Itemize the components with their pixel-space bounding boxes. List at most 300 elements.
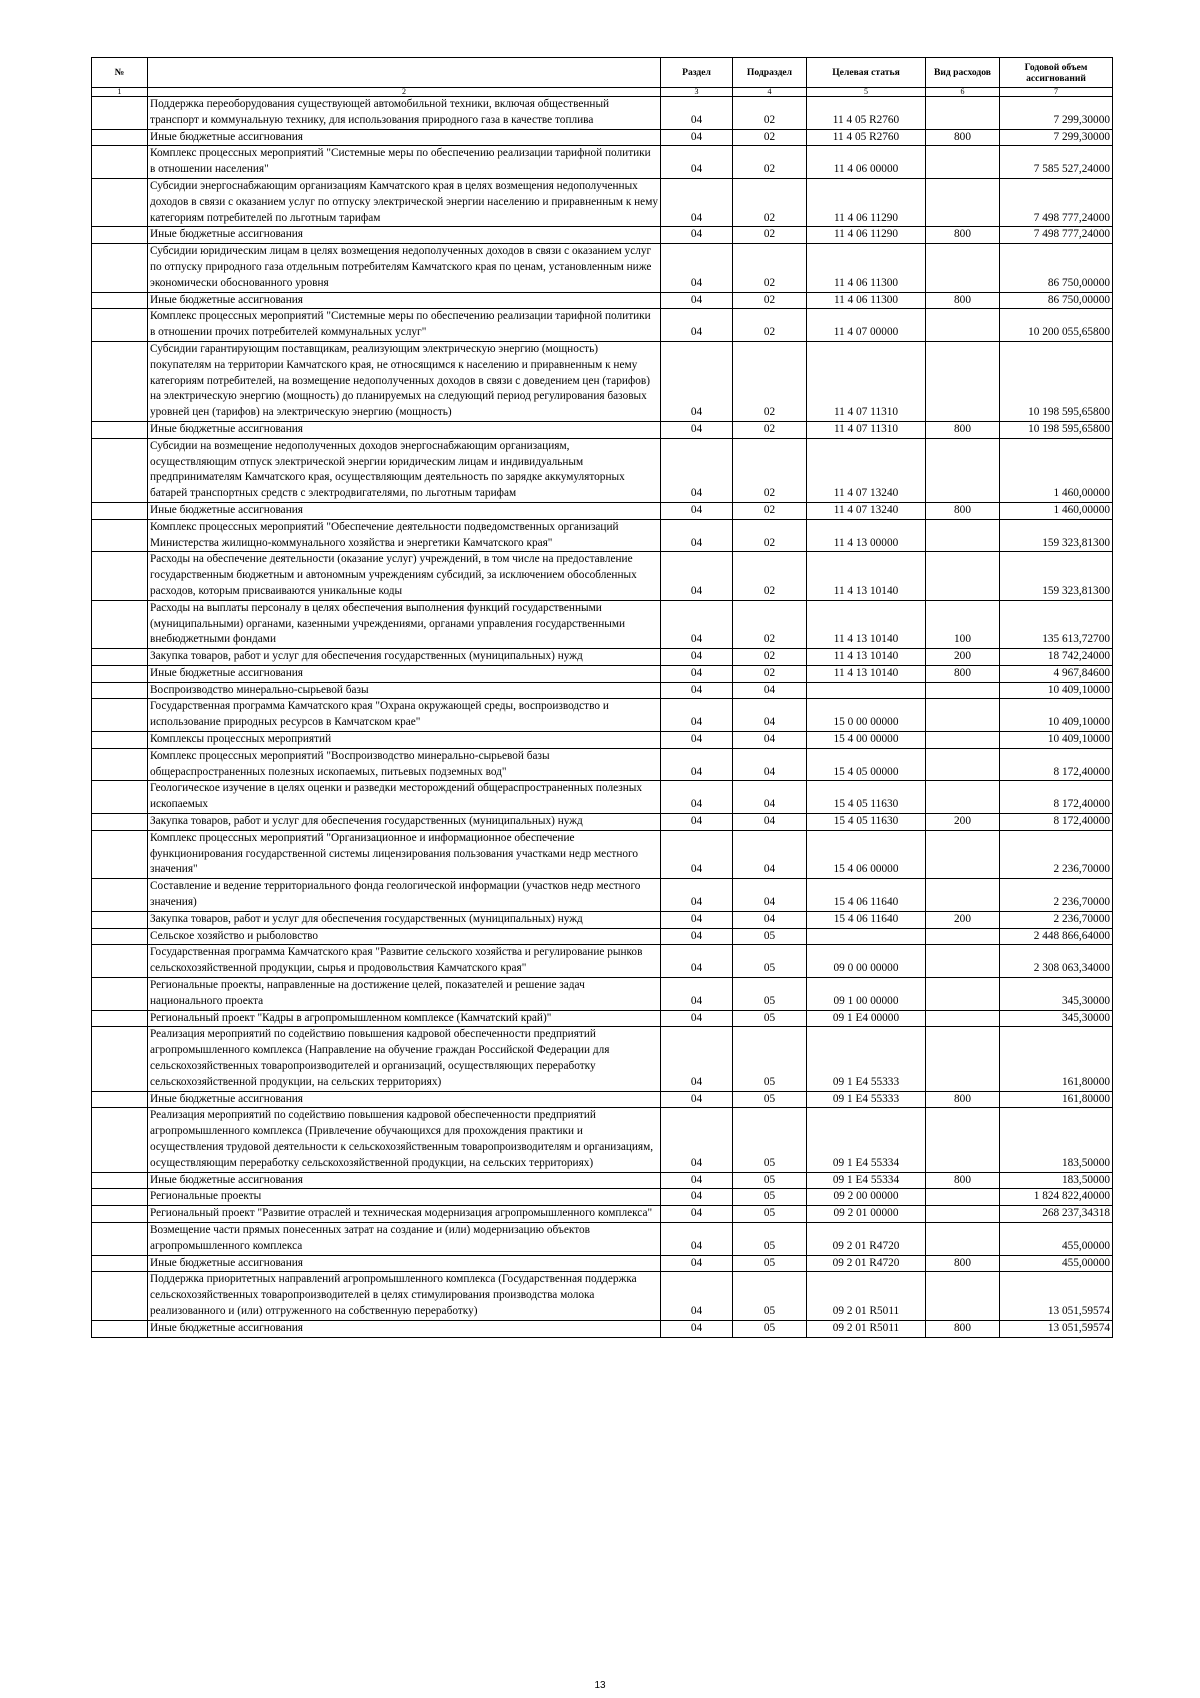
cell-vid (926, 748, 1000, 781)
table-row (92, 552, 1113, 600)
cell-celevaya: 11 4 05 R2760 (807, 97, 926, 130)
cell-celevaya: 11 4 06 11300 (807, 244, 926, 292)
cell-podrazdel: 04 (733, 814, 807, 831)
cell-podrazdel: 05 (733, 1255, 807, 1272)
cell-no (92, 911, 148, 928)
cell-razdel: 04 (661, 1206, 733, 1223)
cell-vid (926, 1108, 1000, 1172)
table-row (92, 244, 1113, 292)
cell-celevaya: 11 4 13 10140 (807, 600, 926, 648)
cell-podrazdel: 04 (733, 911, 807, 928)
cell-amount: 7 585 527,24000 (1000, 146, 1113, 179)
cell-amount: 455,00000 (1000, 1255, 1113, 1272)
cell-name: Закупка товаров, работ и услуг для обеспечения государственных (муниципальных) нужд (148, 649, 661, 666)
page-number: 13 (594, 1680, 606, 1691)
cell-no (92, 421, 148, 438)
cell-no (92, 1108, 148, 1172)
cell-no (92, 1091, 148, 1108)
cell-name: Реализация мероприятий по содействию повышения кадровой обеспеченности предприятий агропромышленного комплекса (Направление на обучение граждан Российской Федерации для сельскохозяйственных товаропроизводителей и организаций, осуществляющих переработку сельскохозяйственной продукции, на сельских территориях) (148, 1027, 661, 1091)
table-row (92, 1091, 1113, 1108)
cell-no (92, 814, 148, 831)
cell-amount: 1 824 822,40000 (1000, 1189, 1113, 1206)
cell-celevaya: 09 1 E4 55333 (807, 1091, 926, 1108)
cell-no (92, 830, 148, 878)
cell-celevaya: 09 1 E4 00000 (807, 1010, 926, 1027)
cell-podrazdel: 04 (733, 830, 807, 878)
cell-vid: 800 (926, 421, 1000, 438)
cell-razdel: 04 (661, 309, 733, 342)
cell-vid (926, 438, 1000, 502)
cell-amount: 10 198 595,65800 (1000, 341, 1113, 421)
cell-vid: 100 (926, 600, 1000, 648)
cell-amount: 86 750,00000 (1000, 292, 1113, 309)
cell-razdel: 04 (661, 928, 733, 945)
cell-podrazdel: 02 (733, 421, 807, 438)
cell-podrazdel: 02 (733, 552, 807, 600)
cell-celevaya: 09 2 01 R4720 (807, 1255, 926, 1272)
cell-razdel: 04 (661, 1272, 733, 1320)
cell-vid: 800 (926, 1091, 1000, 1108)
cell-amount: 7 498 777,24000 (1000, 178, 1113, 226)
cell-amount: 7 299,30000 (1000, 129, 1113, 146)
table-row (92, 781, 1113, 814)
cell-name: Региональный проект "Развитие отраслей и техническая модернизация агропромышленного комплекса" (148, 1206, 661, 1223)
cell-no (92, 552, 148, 600)
cell-vid: 800 (926, 1255, 1000, 1272)
cell-vid: 800 (926, 292, 1000, 309)
header-no: № (92, 58, 148, 88)
table-row (92, 830, 1113, 878)
table-row (92, 978, 1113, 1011)
cell-name: Поддержка приоритетных направлений агропромышленного комплекса (Государственная поддержка сельскохозяйственных товаропроизводителей в целях стимулирования производства молока реализованного и (или) отгруженного на собственную переработку) (148, 1272, 661, 1320)
cell-vid (926, 945, 1000, 978)
cell-no (92, 1172, 148, 1189)
cell-name: Возмещение части прямых понесенных затрат на создание и (или) модернизацию объектов агропромышленного комплекса (148, 1222, 661, 1255)
cell-vid (926, 244, 1000, 292)
cell-celevaya: 11 4 07 13240 (807, 438, 926, 502)
cell-name: Субсидии гарантирующим поставщикам, реализующим электрическую энергию (мощность) покупателям на территории Камчатского края, не относящимся к населению и приравненным к нему категориям потребителей, на возмещение недополученных доходов в связи с доведением цен (тарифов) на электрическую энергию (мощность) до планируемых на следующий период регулирования базовых уровней цен (тарифов) на электрическую энергию (мощность) (148, 341, 661, 421)
cell-razdel: 04 (661, 748, 733, 781)
cell-celevaya: 09 1 E4 55333 (807, 1027, 926, 1091)
cell-amount: 2 308 063,34000 (1000, 945, 1113, 978)
cell-amount: 10 200 055,65800 (1000, 309, 1113, 342)
cell-amount: 7 498 777,24000 (1000, 227, 1113, 244)
cell-podrazdel: 02 (733, 502, 807, 519)
cell-razdel: 04 (661, 97, 733, 130)
cell-no (92, 129, 148, 146)
cell-podrazdel: 04 (733, 732, 807, 749)
cell-podrazdel: 05 (733, 1272, 807, 1320)
column-number: 2 (148, 88, 661, 97)
table-row (92, 1108, 1113, 1172)
cell-razdel: 04 (661, 1091, 733, 1108)
cell-name: Поддержка переоборудования существующей автомобильной техники, включая общественный транспорт и коммунальную технику, для использования природного газа в качестве топлива (148, 97, 661, 130)
cell-razdel: 04 (661, 600, 733, 648)
cell-vid (926, 519, 1000, 552)
cell-amount: 1 460,00000 (1000, 502, 1113, 519)
cell-name: Комплекс процессных мероприятий "Воспроизводство минерально-сырьевой базы общераспространенных полезных ископаемых, питьевых подземных вод" (148, 748, 661, 781)
cell-razdel: 04 (661, 665, 733, 682)
cell-podrazdel: 02 (733, 438, 807, 502)
column-number: 7 (1000, 88, 1113, 97)
table-row (92, 438, 1113, 502)
cell-no (92, 699, 148, 732)
table-row (92, 292, 1113, 309)
cell-name: Расходы на выплаты персоналу в целях обеспечения выполнения функций государственными (муниципальными) органами, казенными учреждениями, органами управления государственными внебюджетными фондами (148, 600, 661, 648)
cell-amount: 4 967,84600 (1000, 665, 1113, 682)
budget-table (91, 57, 1113, 1338)
cell-podrazdel: 02 (733, 309, 807, 342)
cell-celevaya: 15 4 05 11630 (807, 781, 926, 814)
header-name (148, 58, 661, 88)
cell-celevaya: 09 2 01 00000 (807, 1206, 926, 1223)
cell-name: Иные бюджетные ассигнования (148, 421, 661, 438)
cell-name: Расходы на обеспечение деятельности (оказание услуг) учреждений, в том числе на предоставление государственным бюджетным и автономным учреждениям субсидий, за исключением обособленных расходов, которым присваиваются уникальные коды (148, 552, 661, 600)
cell-no (92, 244, 148, 292)
cell-name: Комплекс процессных мероприятий "Организационное и информационное обеспечение функционирования государственной системы лицензирования пользования участками недр местного значения" (148, 830, 661, 878)
cell-podrazdel: 04 (733, 748, 807, 781)
cell-razdel: 04 (661, 421, 733, 438)
table-row (92, 421, 1113, 438)
cell-podrazdel: 02 (733, 519, 807, 552)
cell-vid (926, 928, 1000, 945)
cell-celevaya: 11 4 07 13240 (807, 502, 926, 519)
cell-razdel: 04 (661, 781, 733, 814)
cell-celevaya: 09 0 00 00000 (807, 945, 926, 978)
cell-no (92, 1222, 148, 1255)
cell-podrazdel: 02 (733, 600, 807, 648)
cell-amount: 8 172,40000 (1000, 781, 1113, 814)
cell-razdel: 04 (661, 178, 733, 226)
table-row (92, 682, 1113, 699)
cell-amount: 345,30000 (1000, 978, 1113, 1011)
cell-no (92, 341, 148, 421)
cell-amount: 159 323,81300 (1000, 552, 1113, 600)
cell-podrazdel: 05 (733, 1320, 807, 1337)
cell-vid (926, 341, 1000, 421)
cell-amount: 8 172,40000 (1000, 748, 1113, 781)
cell-amount: 161,80000 (1000, 1027, 1113, 1091)
cell-no (92, 732, 148, 749)
table-row (92, 928, 1113, 945)
cell-razdel: 04 (661, 502, 733, 519)
cell-razdel: 04 (661, 699, 733, 732)
cell-vid: 800 (926, 502, 1000, 519)
cell-amount: 10 198 595,65800 (1000, 421, 1113, 438)
cell-razdel: 04 (661, 1189, 733, 1206)
cell-name: Иные бюджетные ассигнования (148, 1320, 661, 1337)
cell-podrazdel: 02 (733, 97, 807, 130)
cell-vid: 800 (926, 665, 1000, 682)
cell-celevaya: 09 2 01 R4720 (807, 1222, 926, 1255)
cell-amount: 2 236,70000 (1000, 879, 1113, 912)
cell-name: Иные бюджетные ассигнования (148, 1091, 661, 1108)
cell-razdel: 04 (661, 438, 733, 502)
table-row (92, 1255, 1113, 1272)
cell-vid (926, 97, 1000, 130)
cell-name: Иные бюджетные ассигнования (148, 292, 661, 309)
cell-name: Субсидии на возмещение недополученных доходов энергоснабжающим организациям, осуществляющим отпуск электрической энергии юридическим лицам и индивидуальным предпринимателям Камчатского края, осуществляющим деятельность по зарядке аккумуляторных батарей транспортных средств с электродвигателями, по льготным тарифам (148, 438, 661, 502)
cell-podrazdel: 04 (733, 682, 807, 699)
header-godovoy: Годовой объем ассигнований (1000, 58, 1113, 88)
cell-celevaya: 11 4 05 R2760 (807, 129, 926, 146)
cell-celevaya: 11 4 13 10140 (807, 665, 926, 682)
cell-celevaya: 09 2 01 R5011 (807, 1320, 926, 1337)
cell-no (92, 879, 148, 912)
cell-celevaya: 11 4 07 11310 (807, 421, 926, 438)
cell-vid (926, 146, 1000, 179)
cell-no (92, 1206, 148, 1223)
table-row (92, 341, 1113, 421)
cell-vid: 800 (926, 1320, 1000, 1337)
cell-vid (926, 1027, 1000, 1091)
cell-podrazdel: 02 (733, 227, 807, 244)
cell-celevaya: 11 4 06 00000 (807, 146, 926, 179)
cell-vid (926, 552, 1000, 600)
cell-name: Комплекс процессных мероприятий "Системные меры по обеспечению реализации тарифной политики в отношении прочих потребителей коммунальных услуг" (148, 309, 661, 342)
cell-name: Субсидии энергоснабжающим организациям Камчатского края в целях возмещения недополученных доходов в связи с оказанием услуг по отпуску электрической энергии населению и приравненным к нему категориям потребителей по льготным тарифам (148, 178, 661, 226)
cell-name: Сельское хозяйство и рыболовство (148, 928, 661, 945)
cell-amount: 345,30000 (1000, 1010, 1113, 1027)
header-vid: Вид расходов (926, 58, 1000, 88)
column-number: 1 (92, 88, 148, 97)
cell-celevaya: 11 4 07 11310 (807, 341, 926, 421)
cell-podrazdel: 02 (733, 649, 807, 666)
cell-celevaya: 15 4 05 11630 (807, 814, 926, 831)
cell-podrazdel: 05 (733, 1091, 807, 1108)
cell-amount: 268 237,34318 (1000, 1206, 1113, 1223)
cell-name: Воспроизводство минерально-сырьевой базы (148, 682, 661, 699)
cell-vid (926, 1206, 1000, 1223)
cell-celevaya: 15 4 06 11640 (807, 911, 926, 928)
cell-amount: 161,80000 (1000, 1091, 1113, 1108)
cell-vid (926, 1272, 1000, 1320)
cell-vid (926, 1222, 1000, 1255)
budget-table-page (91, 57, 1112, 1338)
cell-no (92, 781, 148, 814)
cell-no (92, 1320, 148, 1337)
cell-celevaya: 15 4 00 00000 (807, 732, 926, 749)
cell-no (92, 928, 148, 945)
cell-celevaya (807, 682, 926, 699)
cell-razdel: 04 (661, 1320, 733, 1337)
cell-no (92, 945, 148, 978)
cell-name: Региональные проекты (148, 1189, 661, 1206)
cell-no (92, 665, 148, 682)
table-row (92, 146, 1113, 179)
cell-razdel: 04 (661, 519, 733, 552)
cell-no (92, 502, 148, 519)
table-row (92, 1272, 1113, 1320)
cell-celevaya: 09 1 E4 55334 (807, 1172, 926, 1189)
column-number: 5 (807, 88, 926, 97)
cell-amount: 2 236,70000 (1000, 911, 1113, 928)
cell-no (92, 309, 148, 342)
table-row (92, 814, 1113, 831)
table-row (92, 1172, 1113, 1189)
cell-name: Иные бюджетные ассигнования (148, 1172, 661, 1189)
cell-razdel: 04 (661, 341, 733, 421)
cell-razdel: 04 (661, 292, 733, 309)
cell-razdel: 04 (661, 682, 733, 699)
cell-vid: 800 (926, 1172, 1000, 1189)
cell-vid: 200 (926, 911, 1000, 928)
cell-no (92, 649, 148, 666)
cell-no (92, 682, 148, 699)
cell-no (92, 1027, 148, 1091)
cell-podrazdel: 05 (733, 1206, 807, 1223)
cell-name: Комплекс процессных мероприятий "Обеспечение деятельности подведомственных организаций Министерства жилищно-коммунального хозяйства и энергетики Камчатского края" (148, 519, 661, 552)
cell-razdel: 04 (661, 1108, 733, 1172)
cell-name: Комплекс процессных мероприятий "Системные меры по обеспечению реализации тарифной политики в отношении населения" (148, 146, 661, 179)
cell-amount: 183,50000 (1000, 1108, 1113, 1172)
cell-amount: 7 299,30000 (1000, 97, 1113, 130)
cell-vid (926, 732, 1000, 749)
table-row (92, 879, 1113, 912)
cell-vid: 200 (926, 814, 1000, 831)
cell-name: Иные бюджетные ассигнования (148, 665, 661, 682)
cell-celevaya: 11 4 13 00000 (807, 519, 926, 552)
cell-celevaya: 15 4 06 11640 (807, 879, 926, 912)
cell-amount: 183,50000 (1000, 1172, 1113, 1189)
cell-vid (926, 978, 1000, 1011)
table-row (92, 911, 1113, 928)
cell-name: Иные бюджетные ассигнования (148, 1255, 661, 1272)
cell-celevaya: 11 4 06 11290 (807, 227, 926, 244)
cell-razdel: 04 (661, 227, 733, 244)
cell-name: Региональный проект "Кадры в агропромышленном комплексе (Камчатский край)" (148, 1010, 661, 1027)
cell-celevaya: 09 2 00 00000 (807, 1189, 926, 1206)
cell-razdel: 04 (661, 978, 733, 1011)
cell-amount: 2 236,70000 (1000, 830, 1113, 878)
cell-celevaya: 09 2 01 R5011 (807, 1272, 926, 1320)
table-row (92, 748, 1113, 781)
cell-name: Иные бюджетные ассигнования (148, 502, 661, 519)
cell-razdel: 04 (661, 732, 733, 749)
table-row (92, 1320, 1113, 1337)
cell-podrazdel: 04 (733, 699, 807, 732)
cell-name: Закупка товаров, работ и услуг для обеспечения государственных (муниципальных) нужд (148, 911, 661, 928)
cell-celevaya: 11 4 13 10140 (807, 649, 926, 666)
cell-podrazdel: 02 (733, 146, 807, 179)
cell-celevaya: 15 0 00 00000 (807, 699, 926, 732)
cell-no (92, 978, 148, 1011)
cell-amount: 2 448 866,64000 (1000, 928, 1113, 945)
cell-name: Государственная программа Камчатского края "Развитие сельского хозяйства и регулирование рынков сельскохозяйственной продукции, сырья и продовольствия Камчатского края" (148, 945, 661, 978)
cell-podrazdel: 04 (733, 781, 807, 814)
table-row (92, 97, 1113, 130)
cell-celevaya (807, 928, 926, 945)
table-row (92, 945, 1113, 978)
table-row (92, 227, 1113, 244)
cell-amount: 159 323,81300 (1000, 519, 1113, 552)
cell-vid (926, 781, 1000, 814)
table-row (92, 732, 1113, 749)
cell-no (92, 748, 148, 781)
cell-podrazdel: 02 (733, 129, 807, 146)
cell-no (92, 1189, 148, 1206)
cell-celevaya: 11 4 06 11290 (807, 178, 926, 226)
table-row (92, 1206, 1113, 1223)
cell-amount: 8 172,40000 (1000, 814, 1113, 831)
cell-no (92, 178, 148, 226)
cell-celevaya: 11 4 07 00000 (807, 309, 926, 342)
cell-name: Государственная программа Камчатского края "Охрана окружающей среды, воспроизводство и использование природных ресурсов в Камчатском крае" (148, 699, 661, 732)
cell-celevaya: 09 1 00 00000 (807, 978, 926, 1011)
table-row (92, 1189, 1113, 1206)
table-row (92, 699, 1113, 732)
column-number: 3 (661, 88, 733, 97)
cell-razdel: 04 (661, 879, 733, 912)
cell-celevaya: 11 4 13 10140 (807, 552, 926, 600)
cell-razdel: 04 (661, 129, 733, 146)
table-header (92, 58, 1113, 97)
table-row (92, 1010, 1113, 1027)
cell-podrazdel: 05 (733, 1108, 807, 1172)
table-row (92, 309, 1113, 342)
cell-podrazdel: 05 (733, 978, 807, 1011)
cell-razdel: 04 (661, 146, 733, 179)
cell-amount: 1 460,00000 (1000, 438, 1113, 502)
header-razdel: Раздел (661, 58, 733, 88)
cell-vid (926, 879, 1000, 912)
cell-vid (926, 1010, 1000, 1027)
cell-vid (926, 178, 1000, 226)
cell-no (92, 1272, 148, 1320)
table-row (92, 600, 1113, 648)
cell-podrazdel: 05 (733, 1189, 807, 1206)
table-row (92, 502, 1113, 519)
cell-celevaya: 15 4 06 00000 (807, 830, 926, 878)
cell-celevaya: 15 4 05 00000 (807, 748, 926, 781)
cell-podrazdel: 05 (733, 1027, 807, 1091)
cell-razdel: 04 (661, 1010, 733, 1027)
table-row (92, 665, 1113, 682)
cell-razdel: 04 (661, 945, 733, 978)
table-row (92, 649, 1113, 666)
cell-no (92, 146, 148, 179)
cell-no (92, 600, 148, 648)
cell-razdel: 04 (661, 552, 733, 600)
cell-podrazdel: 02 (733, 292, 807, 309)
cell-no (92, 519, 148, 552)
cell-amount: 10 409,10000 (1000, 732, 1113, 749)
cell-amount: 86 750,00000 (1000, 244, 1113, 292)
cell-razdel: 04 (661, 830, 733, 878)
cell-razdel: 04 (661, 1222, 733, 1255)
cell-podrazdel: 05 (733, 945, 807, 978)
cell-no (92, 438, 148, 502)
cell-name: Комплексы процессных мероприятий (148, 732, 661, 749)
cell-vid (926, 682, 1000, 699)
cell-no (92, 97, 148, 130)
cell-vid: 800 (926, 227, 1000, 244)
cell-name: Реализация мероприятий по содействию повышения кадровой обеспеченности предприятий агропромышленного комплекса (Привлечение обучающихся для прохождения практики и осуществления трудовой деятельности к сельскохозяйственным товаропроизводителям и организациям, осуществляющим переработку сельскохозяйственной продукции, на сельских территориях) (148, 1108, 661, 1172)
cell-name: Иные бюджетные ассигнования (148, 129, 661, 146)
cell-razdel: 04 (661, 814, 733, 831)
cell-vid (926, 830, 1000, 878)
cell-name: Субсидии юридическим лицам в целях возмещения недополученных доходов в связи с оказанием услуг по отпуску природного газа отдельным потребителям Камчатского края по ценам, установленным ниже экономически обоснованного уровня (148, 244, 661, 292)
cell-name: Закупка товаров, работ и услуг для обеспечения государственных (муниципальных) нужд (148, 814, 661, 831)
cell-amount: 13 051,59574 (1000, 1272, 1113, 1320)
cell-podrazdel: 04 (733, 879, 807, 912)
cell-podrazdel: 02 (733, 665, 807, 682)
cell-vid (926, 699, 1000, 732)
header-celevaya: Целевая статья (807, 58, 926, 88)
cell-podrazdel: 05 (733, 928, 807, 945)
cell-vid (926, 1189, 1000, 1206)
cell-razdel: 04 (661, 649, 733, 666)
